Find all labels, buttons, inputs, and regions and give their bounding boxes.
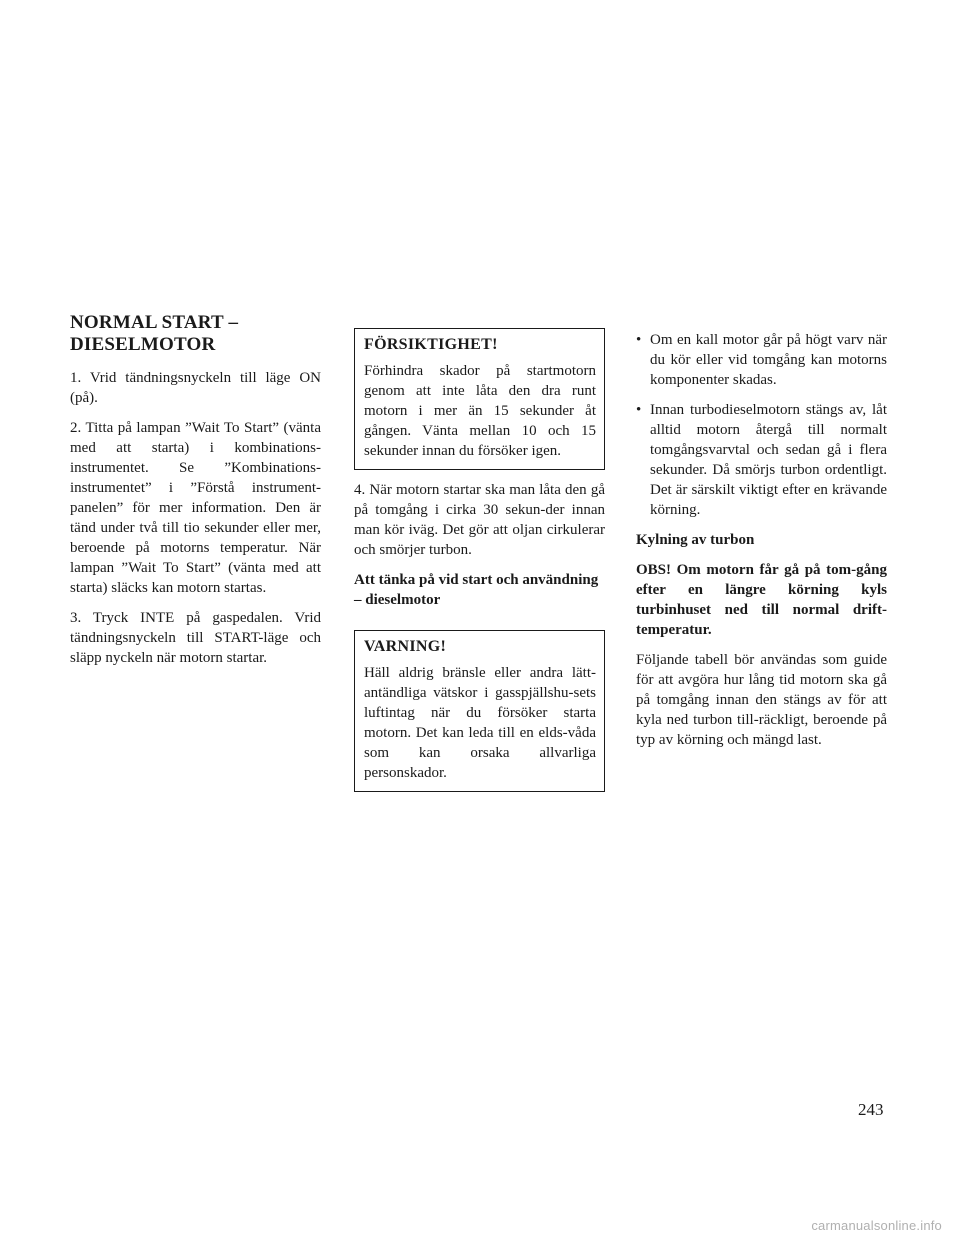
caution-box: [354, 328, 605, 470]
bullet-icon: •: [636, 332, 642, 348]
bullet-item: [636, 400, 887, 520]
subheading-diesel-tips: Att tänka på vid start och användning – dieselmotor: [354, 572, 599, 608]
warning-text: Häll aldrig bränsle eller andra lätt-antändliga vätskor i gasspjällshu-sets luftintag när du försöker starta motorn. Det kan leda till en elds-våda som kan orsaka allvarliga personskador.: [364, 665, 596, 781]
caution-title: FÖRSIKTIGHET!: [364, 336, 498, 353]
bullet-text: Innan turbodieselmotorn stängs av, låt alltid motorn återgå till normalt tomgångsvarvtal och sedan gå i flera sekunder. Då smörjs turbon ordentligt. Det är särskilt viktigt efter en krävande körning.: [650, 402, 887, 518]
watermark-text: carmanualsonline.info: [811, 1218, 942, 1233]
step-2: 2. Titta på lampan ”Wait To Start” (vänta med att starta) i kombinations-instrumentet. Se ”Kombinations-instrumentet” i ”Förstå instrument-panelen” för mer information. Den är tänd under två till tio sekunder eller mer, beroende på motorns temperatur. När lampan ”Wait To Start” (vänta med att starta) släcks kan motorn startas.: [70, 420, 321, 596]
page-number: 243: [858, 1100, 884, 1119]
step-1: 1. Vrid tändningsnyckeln till läge ON (på).: [70, 370, 321, 406]
bullet-item: [636, 330, 887, 390]
note-text: OBS! Om motorn får gå på tom-gång efter en längre körning kyls turbinhuset ned till normal drift-temperatur.: [636, 562, 887, 638]
section-heading: NORMAL START – DIESELMOTOR: [70, 312, 239, 355]
caution-text: Förhindra skador på startmotorn genom att inte låta den dra runt motorn i mer än 15 sekunder åt gången. Vänta mellan 10 och 15 sekunder innan du försöker igen.: [364, 363, 596, 459]
bullet-icon: •: [636, 402, 642, 418]
subheading-turbo-cooling: Kylning av turbon: [636, 532, 755, 548]
bullet-text: Om en kall motor går på högt varv när du kör eller vid tomgång kan motorns komponenter skadas.: [650, 332, 887, 388]
warning-title: VARNING!: [364, 638, 447, 655]
warning-box: [354, 630, 605, 792]
step-4: 4. När motorn startar ska man låta den gå på tomgång i cirka 30 sekun-der innan man kör iväg. Det gör att oljan cirkulerar och smörjer turbon.: [354, 482, 605, 558]
step-3: 3. Tryck INTE på gaspedalen. Vrid tändningsnyckeln till START-läge och släpp nyckeln när motorn startar.: [70, 610, 321, 666]
column-middle: [354, 328, 605, 802]
table-intro-text: Följande tabell bör användas som guide för att avgöra hur lång tid motorn ska gå på tomgång innan den stängs av för att kyla ned turbon till-räckligt, beroende på typ av körning och mängd last.: [636, 652, 887, 748]
column-right: [636, 330, 887, 760]
column-left: [70, 312, 321, 678]
